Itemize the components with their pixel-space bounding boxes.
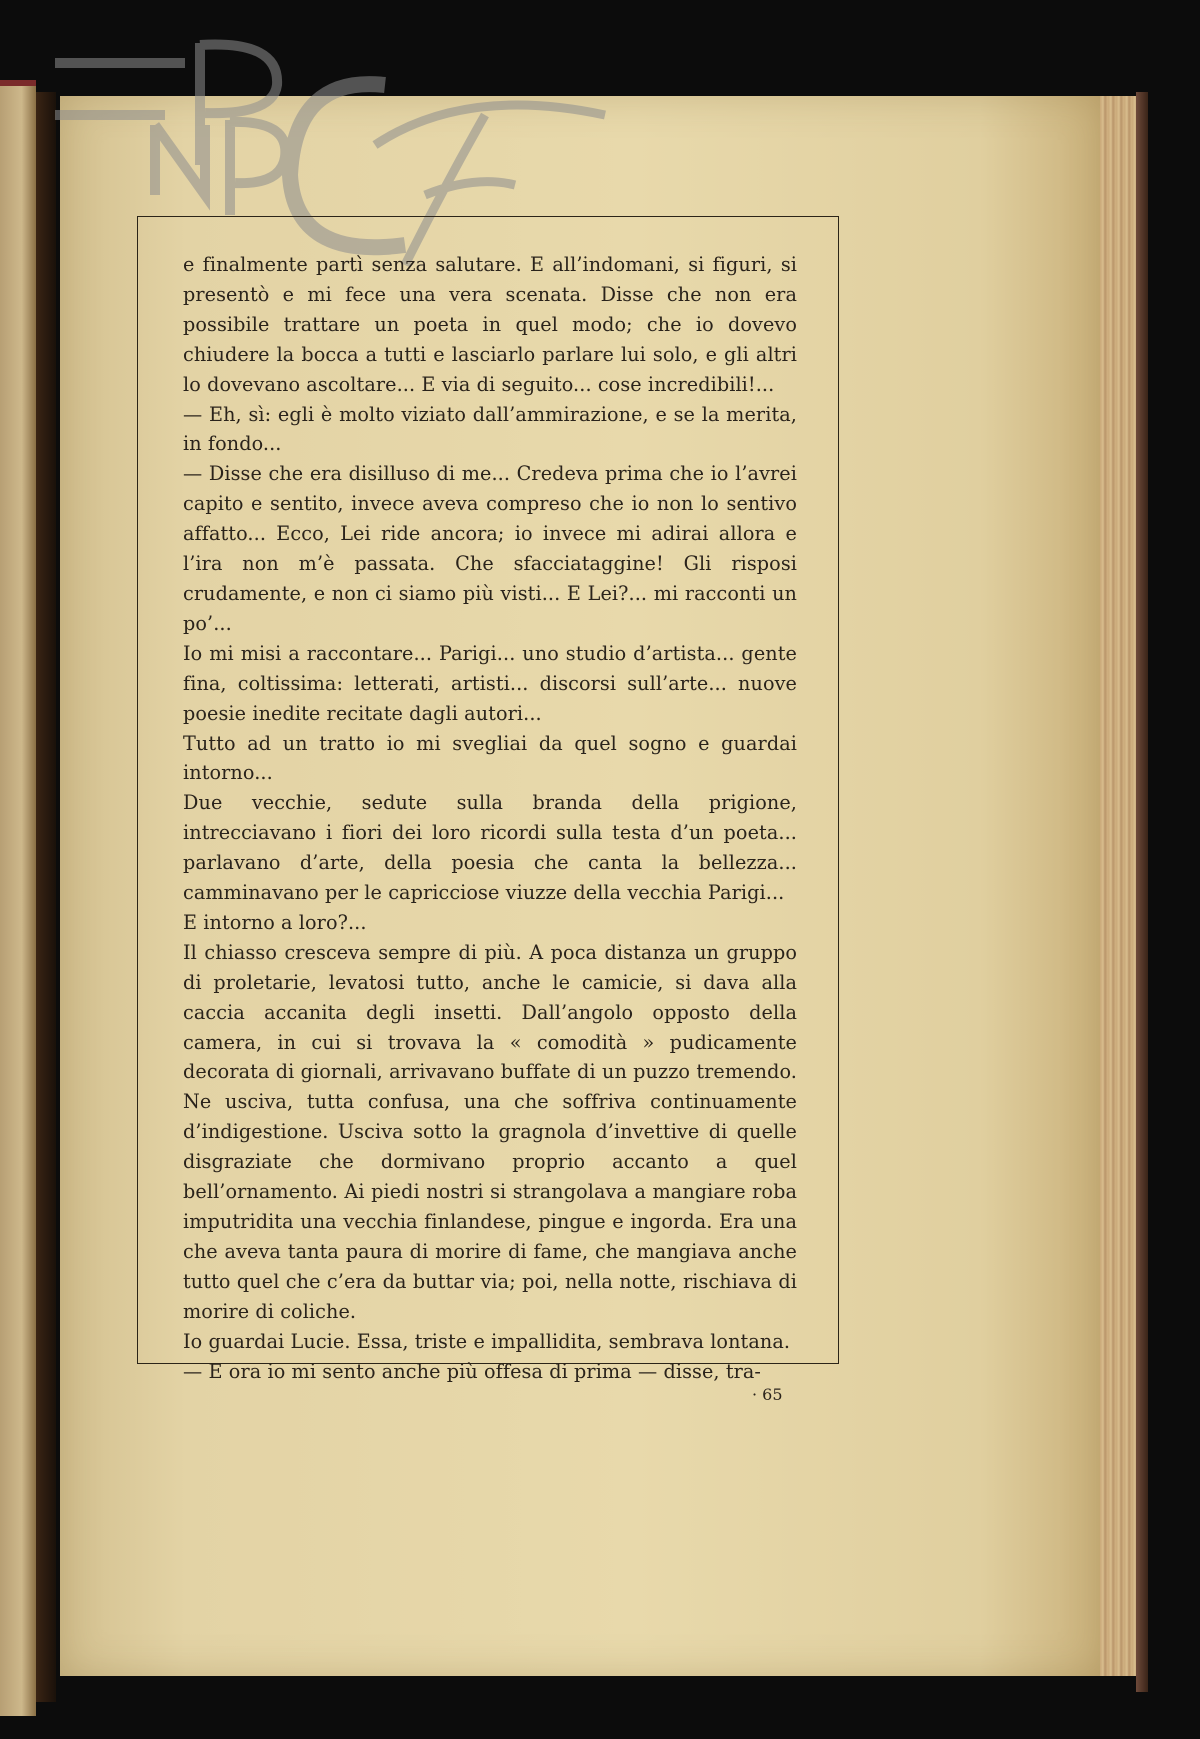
body-text <box>183 250 797 1386</box>
paragraph: Tutto ad un tratto io mi svegliai da quel sogno e guardai intorno... <box>183 731 797 785</box>
paragraph: — E ora io mi sento anche più offesa di prima — disse, tra- <box>183 1359 762 1383</box>
book-binding <box>36 92 56 1702</box>
cover-edge <box>1136 92 1148 1692</box>
page-block-edge <box>1100 96 1140 1676</box>
previous-page-edge <box>0 80 36 1716</box>
page-number: · 65 <box>752 1385 783 1404</box>
paragraph: Io guardai Lucie. Essa, triste e impallidita, sembrava lontana. <box>183 1329 791 1353</box>
paragraph: Due vecchie, sedute sulla branda della prigione, intrecciavano i fiori dei loro ricordi sulla testa d’un poeta... parlavano d’arte, della poesia che canta la bellezza... camminavano per le capricciose viuzze della vecchia Parigi... <box>183 791 797 905</box>
paragraph: — Eh, sì: egli è molto viziato dall’ammirazione, e se la merita, in fondo... <box>183 402 797 456</box>
paragraph: — Disse che era disilluso di me... Credeva prima che io l’avrei capito e sentito, invece aveva compreso che io non lo sentivo affatto... Ecco, Lei ride ancora; io invece mi adirai allora e l’ira non m’è passata. Che sfacciataggine! Gli risposi crudamente, e non ci siamo più visti... E Lei?... mi racconti un po’... <box>183 462 797 635</box>
paragraph: Il chiasso cresceva sempre di più. A poca distanza un gruppo di proletarie, levatosi tutto, anche le camicie, si dava alla caccia accanita degli insetti. Dall’angolo opposto della camera, in cui si trovava la « comodità » pudicamente decorata di giornali, arrivavano buffate di un puzzo tremendo. Ne usciva, tutta confusa, una che soffriva continuamente d’indigestione. Usciva sotto la gragnola d’invettive di quelle disgraziate che dormivano proprio accanto a quel bell’ornamento. Ai piedi nostri si strangolava a mangiare roba imputridita una vecchia finlandese, pingue e ingorda. Era una che aveva tanta paura di morire di fame, che mangiava anche tutto quel che c’era da buttar via; poi, nella notte, rischiava di morire di coliche. <box>183 940 797 1323</box>
paragraph: E intorno a loro?... <box>183 910 367 934</box>
paragraph: Io mi misi a raccontare... Parigi... uno studio d’artista... gente fina, coltissima: letterati, artisti... discorsi sull’arte... nuove poesie inedite recitate dagli autori... <box>183 641 797 725</box>
paragraph: e finalmente partì senza salutare. E all’indomani, si figuri, si presentò e mi fece una vera scenata. Disse che non era possibile trattare un poeta in quel modo; che io dovevo chiudere la bocca a tutti e lasciarlo parlare lui solo, e gli altri lo dovevano ascoltare... E via di seguito... cose incredibili!... <box>183 253 797 396</box>
